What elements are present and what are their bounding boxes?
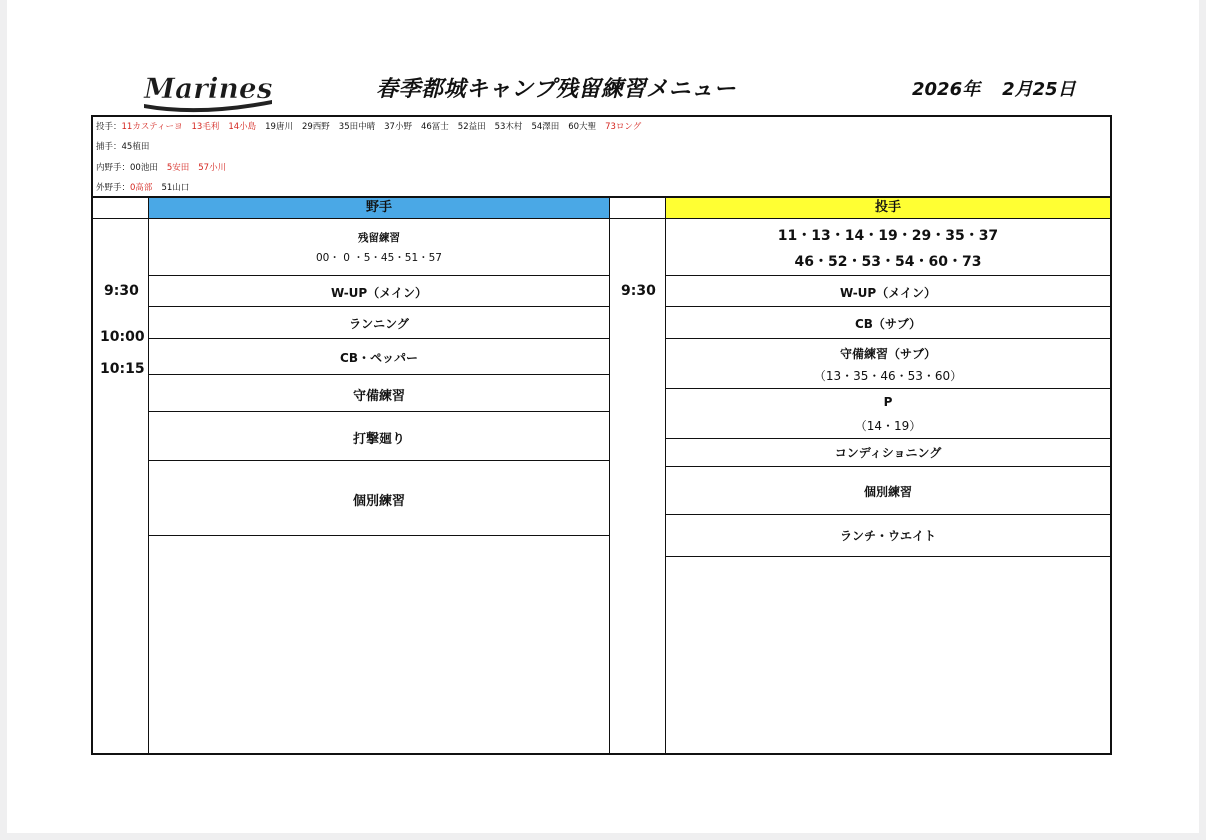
date: [912, 75, 1076, 101]
roster-label: 外野手：: [96, 183, 131, 193]
roster-infielders: [96, 163, 235, 173]
pitchers-item-sub: （13・35・46・53・60）: [813, 369, 963, 383]
date-day: 2月25日: [1002, 79, 1076, 100]
roster-player: 0髙部: [130, 183, 153, 193]
row-divider: [666, 306, 1110, 307]
roster-player: 14小島: [228, 122, 257, 132]
pitchers-item-sub: （14・19）: [854, 419, 922, 433]
roster-catchers: [96, 142, 158, 152]
roster-player: 60大聖: [568, 122, 597, 132]
column-divider: [665, 198, 666, 753]
fielders-item: ランニング: [349, 317, 409, 331]
row-divider: [666, 388, 1110, 389]
roster-outfielders: [96, 183, 198, 193]
roster-label: 内野手：: [96, 163, 131, 173]
roster-player: 52益田: [457, 122, 486, 132]
pitchers-item: コンディショニング: [834, 446, 942, 460]
fielders-item: 打撃廻り: [352, 432, 405, 447]
row-divider: [666, 514, 1110, 515]
column-divider: [609, 198, 610, 753]
roster-player: 35田中晴: [338, 122, 376, 132]
roster-label: 投手：: [96, 122, 122, 132]
row-divider: [149, 460, 609, 461]
time-label: 9:30: [621, 283, 656, 299]
fielders-item: 守備練習: [352, 389, 405, 404]
roster-player: 54澤田: [531, 122, 560, 132]
row-divider: [666, 438, 1110, 439]
row-divider: [149, 374, 609, 375]
pitchers-header: 投手: [666, 198, 1110, 219]
time-label: 10:00: [100, 329, 145, 345]
roster-pitchers: [96, 122, 650, 132]
pitchers-item: 個別練習: [863, 485, 912, 499]
pitchers-item: 守備練習（サブ）: [839, 347, 937, 361]
pitchers-numbers: 11・13・14・19・29・35・37: [777, 228, 999, 244]
schedule-grid: [91, 196, 1112, 755]
fielders-group-title: 残留練習: [358, 232, 400, 244]
roster-player: 57小川: [198, 163, 227, 173]
column-divider: [148, 198, 149, 753]
roster-player: 19唐川: [265, 122, 293, 132]
roster-player: 73ロング: [605, 122, 642, 132]
roster-player: 11カスティーヨ: [121, 122, 183, 132]
pitchers-item: W-UP（メイン）: [840, 286, 936, 300]
fielders-item: CB・ペッパー: [340, 351, 418, 365]
row-divider: [666, 466, 1110, 467]
row-divider: [93, 218, 149, 219]
fielders-item: W-UP（メイン）: [331, 286, 427, 300]
roster-label: 捕手：: [96, 142, 122, 152]
roster-box: [91, 115, 1112, 196]
row-divider: [666, 275, 1110, 276]
pitchers-item: ランチ・ウエイト: [839, 529, 936, 543]
pitchers-item: P: [883, 395, 893, 409]
date-year: 2026年: [912, 79, 981, 100]
roster-player: 00池田: [130, 163, 158, 173]
roster-player: 29西野: [301, 122, 330, 132]
time-label: 10:15: [100, 361, 145, 377]
svg-text:Marines: Marines: [144, 72, 273, 105]
row-divider: [149, 275, 609, 276]
row-divider: [149, 535, 609, 536]
fielders-header: 野手: [149, 198, 609, 219]
roster-player: 45植田: [121, 142, 150, 152]
marines-logo: [140, 70, 276, 114]
roster-player: 5安田: [166, 163, 190, 173]
row-divider: [149, 338, 609, 339]
row-divider: [666, 556, 1110, 557]
time-label: 9:30: [104, 283, 139, 299]
roster-player: 13毛利: [191, 122, 220, 132]
page-title: 春季都城キャンプ残留練習メニュー: [376, 77, 737, 102]
pitchers-numbers: 46・52・53・54・60・73: [794, 254, 982, 270]
roster-player: 53木村: [494, 122, 523, 132]
row-divider: [149, 411, 609, 412]
roster-player: 46冨士: [420, 122, 449, 132]
roster-player: 37小野: [384, 122, 412, 132]
row-divider: [666, 338, 1110, 339]
roster-player: 51山口: [161, 183, 190, 193]
fielders-group-numbers: 00・ 0 ・5・45・51・57: [316, 252, 442, 264]
pitchers-item: CB（サブ）: [854, 317, 922, 331]
fielders-item: 個別練習: [352, 494, 405, 509]
row-divider: [609, 218, 665, 219]
row-divider: [149, 306, 609, 307]
